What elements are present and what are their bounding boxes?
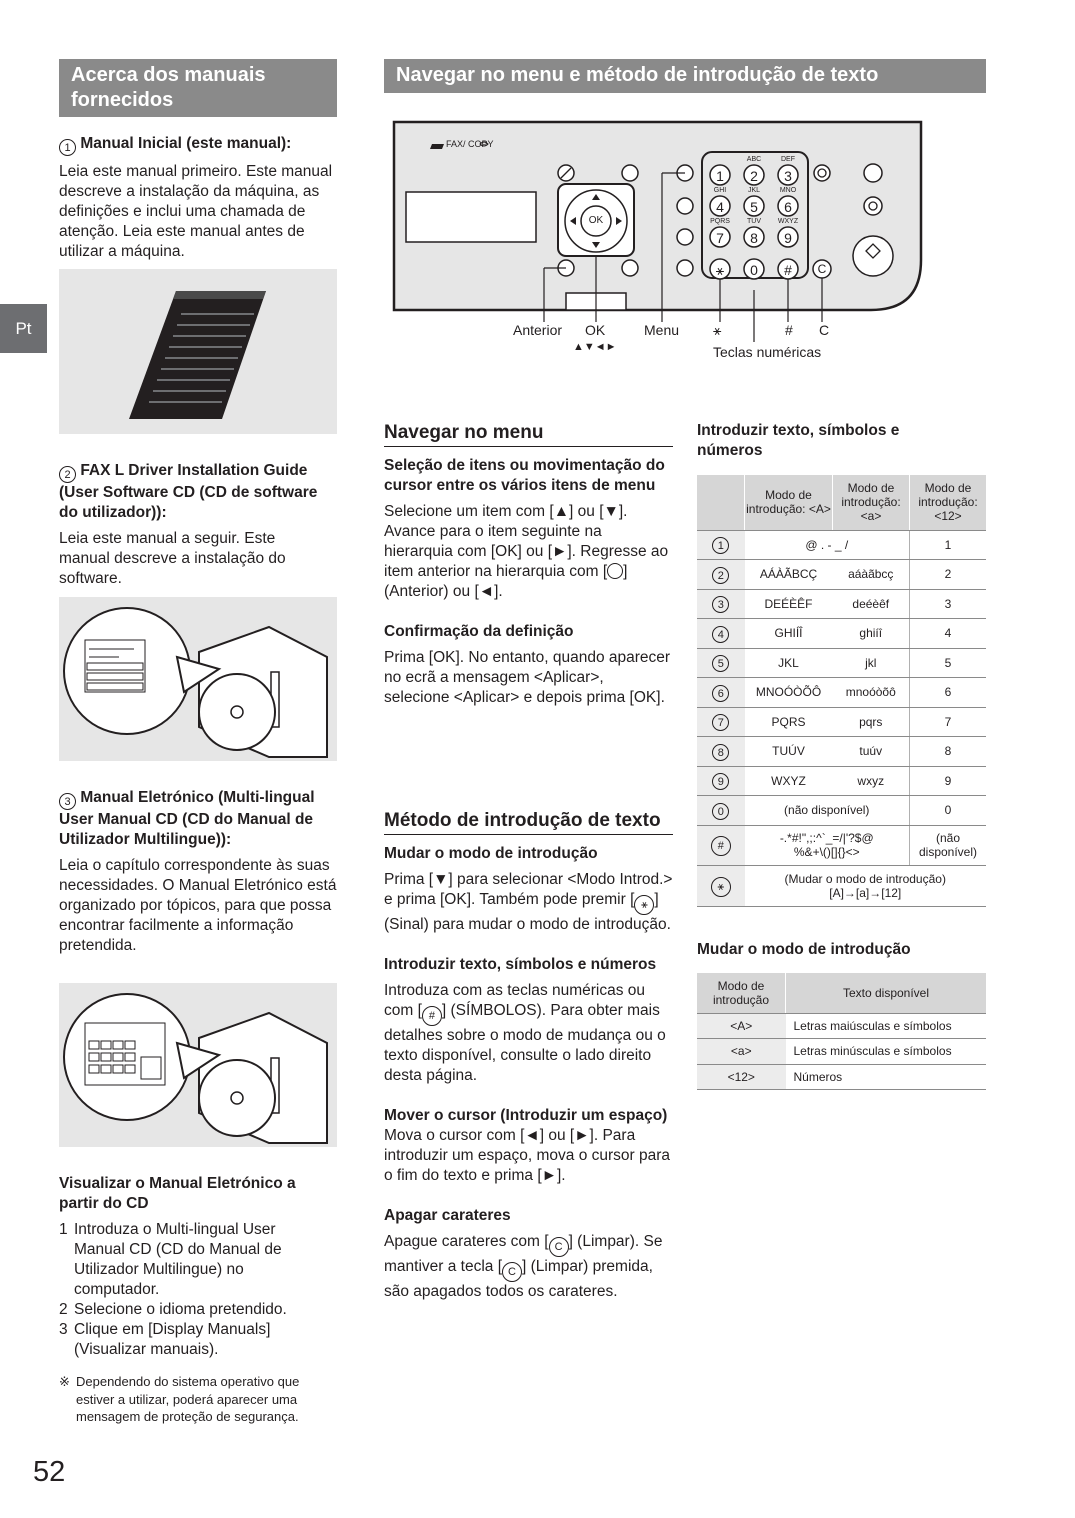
emanual-cd-illustration: [59, 983, 337, 1147]
view-manual-steps: [59, 1220, 319, 1360]
table-row: 7 PQRS pqrs 7: [697, 707, 986, 737]
table-row: <A> Letras maiúsculas e símbolos: [697, 1013, 986, 1039]
clear-key-icon: C: [502, 1262, 522, 1282]
back-key-icon: [607, 563, 623, 579]
key-table: [697, 475, 986, 907]
note-mark: ※: [59, 1374, 70, 1389]
table-row: <12> Números: [697, 1064, 986, 1090]
label-c: C: [819, 322, 830, 338]
table-row: 1 @ . - _ / 1: [697, 530, 986, 560]
manual-1-text: Leia este manual primeiro. Este manual descreve a instalação da máquina, as definições e inclui uma chamada de atenção. Leia este manual antes de utilizar a máquina.: [59, 163, 333, 260]
hash-key[interactable]: #: [784, 262, 792, 278]
page-number: 52: [33, 1456, 66, 1488]
step-item: 1 Introduza o Multi-lingual User Manual CD (CD do Manual de Utilizador Multilingue) no computador.: [59, 1221, 282, 1298]
header-mode-a: Modo de introdução: <a>: [833, 475, 910, 530]
key-4-letters: GHI: [713, 187, 727, 194]
key-3[interactable]: 3: [784, 168, 792, 184]
label-numeric-keys: Teclas numéricas: [713, 344, 822, 360]
change-mode-text: Prima [▼] para selecionar <Modo Introd.> e prima [OK]. Também pode premir [ ⚹ ] (Sinal) para mudar o modo de introdução.: [384, 871, 673, 933]
key-5-letters: JKL: [747, 187, 761, 194]
mode-table: [697, 973, 986, 1090]
key-5[interactable]: 5: [750, 199, 758, 215]
key-2-letters: ABC: [746, 156, 762, 163]
table-row: 8 TUÚV tuúv 8: [697, 737, 986, 767]
manual-2: [59, 461, 339, 589]
key-4[interactable]: 4: [716, 199, 724, 215]
header-mode-12: Modo de introdução: <12>: [910, 475, 987, 530]
header-mode: Modo de introdução: [697, 973, 786, 1013]
key-table-title: Introduzir texto, símbolos e números: [697, 422, 900, 459]
manual-3-title: 3 Manual Eletrónico (Multi-lingual User Manual CD (CD do Manual de Utilizador Multilingue)):: [59, 789, 315, 848]
confirm-text: Prima [OK]. No entanto, quando aparecer no ecrã a mensagem <Aplicar>, selecione <Aplicar> e depois prima [OK].: [384, 649, 671, 706]
key-1[interactable]: 1: [716, 168, 724, 184]
key-6[interactable]: 6: [784, 199, 792, 215]
change-mode-title: Mudar o modo de introdução: [384, 845, 598, 862]
move-cursor-text: Mova o cursor com [◄] ou [►]. Para introduzir um espaço, mova o cursor para o fim do texto e prima [►].: [384, 1127, 671, 1184]
table-row: 2 AÁÀÃBCÇ aáàãbcç 2: [697, 560, 986, 590]
note-text: Dependendo do sistema operativo que estiver a utilizar, poderá aparecer uma mensagem de proteção de segurança.: [76, 1374, 300, 1424]
manual-booklet-illustration: [59, 269, 337, 434]
table-row: 6 MNOÓÒÕÔ mnoóòõô 6: [697, 678, 986, 708]
table-row: 4 GHIÍÎ ghiíî 4: [697, 619, 986, 649]
key-6-letters: MNO: [779, 187, 797, 194]
text-method-title: Método de introdução de texto: [384, 809, 673, 835]
key-9-letters: WXYZ: [777, 218, 799, 225]
key-3-letters: DEF: [781, 156, 795, 163]
manual-2-title: 2 FAX L Driver Installation Guide (User Software CD (CD de software do utilizador)):: [59, 462, 318, 521]
label-ok: OK: [585, 322, 606, 338]
manual-3: [59, 788, 339, 956]
section-header-navigation: Navegar no menu e método de introdução de texto: [384, 59, 986, 93]
header-available-text: Texto disponível: [786, 973, 987, 1013]
delete-chars-title: Apagar carateres: [384, 1207, 511, 1224]
header-mode-A: Modo de introdução: <A>: [745, 475, 833, 530]
label-star: ⚹: [713, 322, 722, 338]
enter-text-text: Introduza com as teclas numéricas ou com [ # ] (SÍMBOLOS). Para obter mais detalhes sobre o modo de mudança ou o texto disponível, consulte o lado direito desta página.: [384, 982, 666, 1084]
clear-key[interactable]: C: [817, 262, 827, 276]
key-2[interactable]: 2: [750, 168, 758, 184]
key-7[interactable]: 7: [716, 230, 724, 246]
navigate-menu-section: [384, 421, 673, 708]
language-tab: Pt: [0, 304, 47, 353]
table-row: 5 JKL jkl 5: [697, 648, 986, 678]
text-method-section: [384, 809, 673, 1302]
table-row: <a> Letras minúsculas e símbolos: [697, 1039, 986, 1065]
security-note: [59, 1373, 334, 1426]
label-arrows: ▲▼◄►: [573, 341, 617, 353]
star-key[interactable]: ⚹: [715, 262, 725, 278]
manual-3-text: Leia o capítulo correspondente às suas necessidades. O Manual Eletrónico está organizado por tópicos, para que possa encontrar facilmente a informação pretendida.: [59, 857, 337, 954]
manual-1-title: 1 Manual Inicial (este manual):: [59, 134, 339, 156]
manual-1: [59, 134, 339, 262]
step-item: 2 Selecione o idioma pretendido.: [59, 1301, 287, 1318]
section-header-manuals: Acerca dos manuais fornecidos: [59, 59, 337, 117]
label-hash: #: [785, 322, 793, 338]
step-item: 3 Clique em [Display Manuals] (Visualizar manuais).: [59, 1321, 271, 1358]
table-row: 3 DEÉÈÊF deéèêf 3: [697, 589, 986, 619]
software-cd-illustration: [59, 597, 337, 761]
clear-key-icon: C: [549, 1237, 569, 1257]
table-row: 0 (não disponível) 0: [697, 796, 986, 826]
select-items-text: Selecione um item com [▲] ou [▼]. Avance para o item seguinte na hierarquia com [OK] ou [►]. Regresse ao item anterior na hierarquia com [ ] (Anterior) ou [◄].: [384, 503, 669, 600]
table-row: # -.*#!",;:^`_=/|'?$@ %&+\()[]{}<> (não disponível): [697, 825, 986, 865]
select-items-title: Seleção de itens ou movimentação do cursor entre os vários itens de menu: [384, 457, 665, 494]
hash-key-icon: #: [422, 1006, 442, 1026]
navigate-menu-title: Navegar no menu: [384, 421, 673, 447]
key-0[interactable]: 0: [750, 262, 758, 278]
key-9[interactable]: 9: [784, 230, 792, 246]
table-row: 9 WXYZ wxyz 9: [697, 766, 986, 796]
control-panel-illustration: [384, 110, 984, 380]
key-7-letters: PQRS: [710, 218, 730, 225]
manual-2-text: Leia este manual a seguir. Este manual descreve a instalação do software.: [59, 530, 286, 587]
star-key-icon: ⚹: [634, 895, 654, 915]
move-cursor-title: Mover o cursor (Introduzir um espaço): [384, 1107, 668, 1124]
ok-button[interactable]: OK: [588, 215, 604, 226]
view-manual-title: Visualizar o Manual Eletrónico a partir do CD: [59, 1175, 296, 1212]
view-manual-section: [59, 1174, 319, 1360]
confirm-title: Confirmação da definição: [384, 623, 574, 640]
key-8[interactable]: 8: [750, 230, 758, 246]
fax-copy-label: FAX/ COPY: [446, 139, 494, 149]
key-8-letters: TUV: [747, 218, 761, 225]
delete-chars-text: Apague carateres com [ C ] (Limpar). Se mantiver a tecla [ C ] (Limpar) premida, são apagados todos os carateres.: [384, 1233, 663, 1300]
mode-table-title: Mudar o modo de introdução: [697, 941, 911, 958]
label-anterior: Anterior: [513, 322, 563, 338]
header-key: [697, 475, 745, 530]
enter-text-title: Introduzir texto, símbolos e números: [384, 956, 657, 973]
table-row: ⚹ (Mudar o modo de introdução) [A]→[a]→[12]: [697, 865, 986, 906]
label-menu: Menu: [644, 322, 680, 338]
